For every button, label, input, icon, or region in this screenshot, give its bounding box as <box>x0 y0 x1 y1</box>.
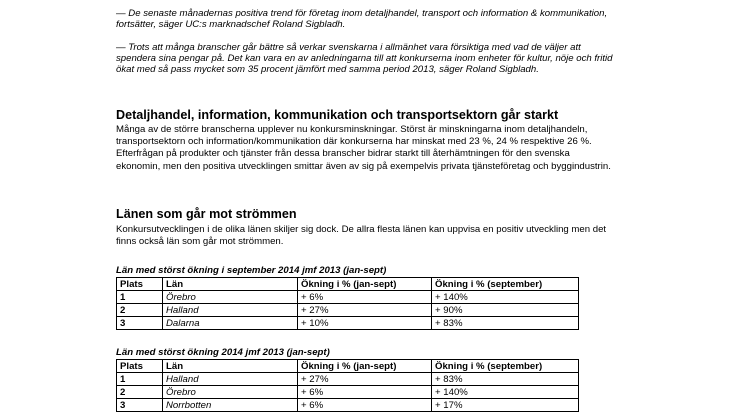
quote-caution: — Trots att många branscher går bättre så verkar svenskarna i allmänhet vara försiktiga med vad de väljer att spendera sina pengar på. Det kan vara en av anledningarna till att konkurserna inom enheter för kultur, nöje och fritid ökat med så pass mycket som 35 procent jämfört med samma period 2013, säger Roland Sigbladh. <box>116 42 613 75</box>
cell-september: + 83% <box>432 373 579 386</box>
cell-plats: 3 <box>117 399 163 412</box>
header-jan-sept: Ökning i % (jan-sept) <box>298 360 432 373</box>
county-table-september <box>116 277 579 330</box>
cell-lan: Halland <box>163 373 298 386</box>
header-plats: Plats <box>117 360 163 373</box>
county-table-year <box>116 359 579 412</box>
table-row <box>117 291 579 304</box>
table-row <box>117 386 579 399</box>
header-jan-sept: Ökning i % (jan-sept) <box>298 278 432 291</box>
header-lan: Län <box>163 278 298 291</box>
cell-lan: Dalarna <box>163 317 298 330</box>
cell-september: + 90% <box>432 304 579 317</box>
cell-september: + 140% <box>432 386 579 399</box>
cell-september: + 83% <box>432 317 579 330</box>
section-body-counties: Konkursutvecklingen i de olika länen skiljer sig dock. De allra flesta länen kan uppvisa en positiv utveckling men det finns också län som går mot strömmen. <box>116 224 607 248</box>
table-header-row <box>117 360 579 373</box>
table-caption-year: Län med störst ökning 2014 jmf 2013 (jan-sept) <box>116 347 330 358</box>
section-heading-counties: Länen som går mot strömmen <box>116 207 297 221</box>
cell-jan-sept: + 6% <box>298 386 432 399</box>
header-september: Ökning i % (september) <box>432 360 579 373</box>
table-row <box>117 304 579 317</box>
cell-jan-sept: + 6% <box>298 399 432 412</box>
cell-lan: Örebro <box>163 386 298 399</box>
cell-plats: 2 <box>117 304 163 317</box>
cell-plats: 2 <box>117 386 163 399</box>
cell-lan: Örebro <box>163 291 298 304</box>
table-row <box>117 399 579 412</box>
quote-trend: — De senaste månadernas positiva trend för företag inom detaljhandel, transport och information & kommunikation, fortsätter, säger UC:s marknadschef Roland Sigbladh. <box>116 8 608 30</box>
table-row <box>117 317 579 330</box>
section-body-sectors: Många av de större branscherna upplever nu konkursminskningar. Störst är minskningarna inom detaljhandeln, transportsektorn och information/kommunikation där konkurserna har minskat med 23 %, 24 % respektive 26 %. Efterfrågan på produkter och tjänster från dessa branscher bidrar starkt till återhämtningen för den svenska ekonomin, men den positiva utvecklingen smittar även av sig på exempelvis privata tjänsteföretag och byggindustrin. <box>116 124 611 172</box>
cell-september: + 17% <box>432 399 579 412</box>
cell-jan-sept: + 27% <box>298 304 432 317</box>
header-lan: Län <box>163 360 298 373</box>
cell-september: + 140% <box>432 291 579 304</box>
cell-plats: 1 <box>117 291 163 304</box>
table-header-row <box>117 278 579 291</box>
cell-lan: Halland <box>163 304 298 317</box>
table-row <box>117 373 579 386</box>
table-caption-september: Län med störst ökning i september 2014 jmf 2013 (jan-sept) <box>116 265 387 276</box>
cell-lan: Norrbotten <box>163 399 298 412</box>
cell-jan-sept: + 27% <box>298 373 432 386</box>
cell-jan-sept: + 10% <box>298 317 432 330</box>
section-heading-sectors: Detaljhandel, information, kommunikation och transportsektorn går starkt <box>116 108 559 122</box>
cell-plats: 3 <box>117 317 163 330</box>
cell-jan-sept: + 6% <box>298 291 432 304</box>
header-plats: Plats <box>117 278 163 291</box>
header-september: Ökning i % (september) <box>432 278 579 291</box>
cell-plats: 1 <box>117 373 163 386</box>
